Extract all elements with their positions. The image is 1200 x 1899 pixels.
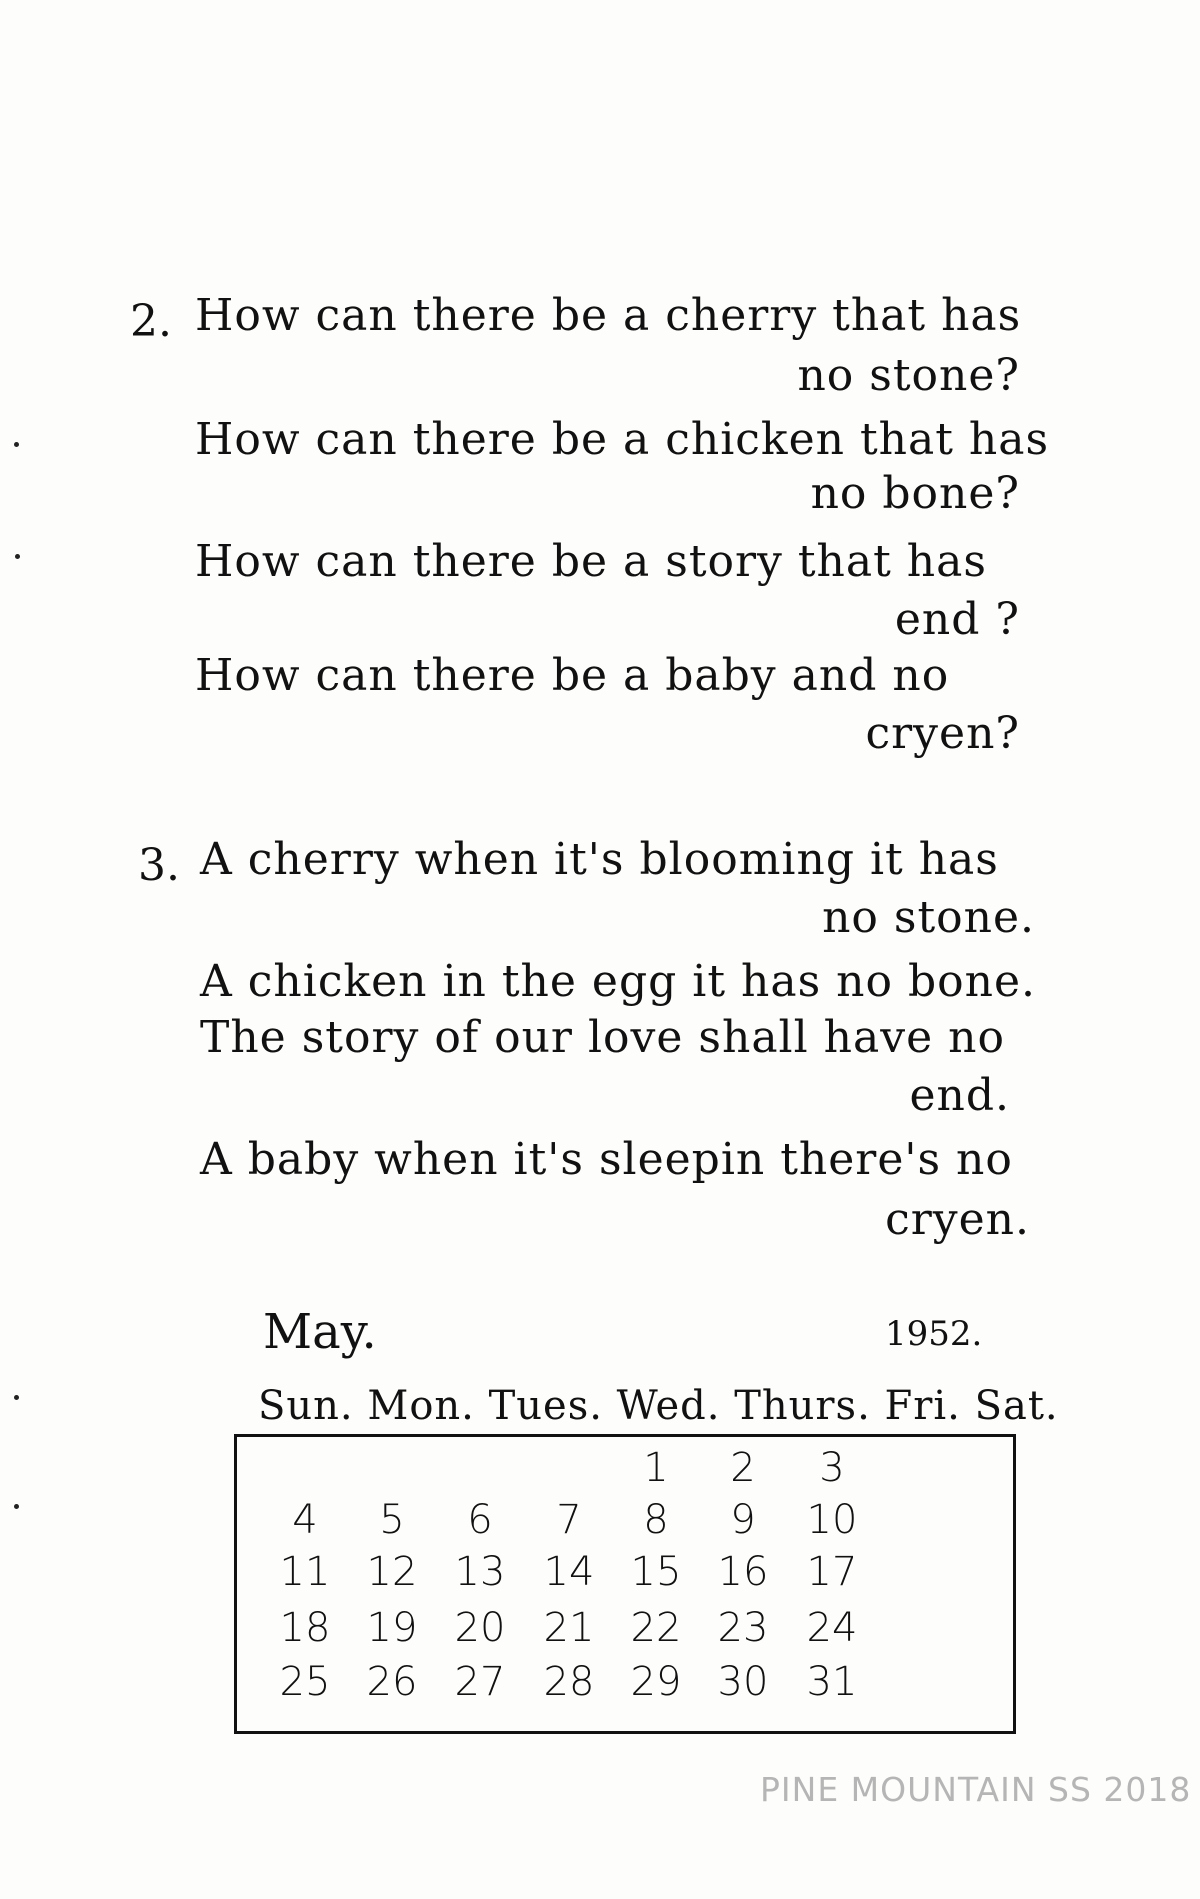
calendar-days-header: Sun. Mon. Tues. Wed. Thurs. Fri. Sat.: [258, 1383, 1059, 1429]
calendar-day: 20: [454, 1605, 506, 1651]
calendar-day: 24: [806, 1605, 858, 1651]
calendar-day: 17: [806, 1549, 858, 1595]
calendar-day: 19: [366, 1605, 418, 1651]
watermark: PINE MOUNTAIN SS 2018: [760, 1770, 1192, 1809]
verse-3-line-5: end.: [909, 1070, 1010, 1121]
calendar-day: 13: [454, 1549, 506, 1595]
margin-mark: [15, 554, 20, 559]
calendar-day: 21: [543, 1605, 595, 1651]
verse-3-line-4: The story of our love shall have no: [200, 1012, 1005, 1063]
verse-2-number: 2.: [130, 296, 172, 347]
calendar-day: 30: [717, 1659, 769, 1705]
margin-mark: [14, 1395, 19, 1400]
calendar-day: 26: [366, 1659, 418, 1705]
calendar-day: 9: [730, 1497, 756, 1543]
calendar-day: 4: [292, 1497, 318, 1543]
calendar-day: 2: [730, 1445, 756, 1491]
verse-3-line-6: A baby when it's sleepin there's no: [200, 1134, 1013, 1185]
calendar-day: 8: [643, 1497, 669, 1543]
verse-2-line-2: no stone?: [797, 350, 1020, 401]
calendar-day: 6: [467, 1497, 493, 1543]
margin-mark: [14, 1504, 19, 1509]
calendar-grid: [234, 1434, 1016, 1734]
calendar-day: 25: [279, 1659, 331, 1705]
calendar-day: 12: [366, 1549, 418, 1595]
calendar-day: 18: [279, 1605, 331, 1651]
verse-3-line-3: A chicken in the egg it has no bone.: [200, 956, 1036, 1007]
calendar-day: 27: [454, 1659, 506, 1705]
verse-2-line-1: How can there be a cherry that has: [195, 290, 1022, 341]
calendar-day: 5: [379, 1497, 405, 1543]
calendar-day: 31: [806, 1659, 858, 1705]
calendar-day: 11: [279, 1549, 331, 1595]
calendar-month: May.: [263, 1304, 377, 1360]
calendar-day: 28: [543, 1659, 595, 1705]
verse-3-line-1: A cherry when it's blooming it has: [200, 834, 999, 885]
calendar-day: 16: [717, 1549, 769, 1595]
calendar-day: 22: [630, 1605, 682, 1651]
calendar-day: 15: [630, 1549, 682, 1595]
calendar-day: 29: [630, 1659, 682, 1705]
verse-2-line-3: How can there be a chicken that has: [195, 414, 1050, 465]
calendar-day: 1: [643, 1445, 669, 1491]
calendar-day: 7: [556, 1497, 582, 1543]
verse-2-line-8: cryen?: [865, 708, 1020, 759]
verse-2-line-5: How can there be a story that has: [195, 536, 987, 587]
verse-2-line-6: end ?: [894, 594, 1020, 645]
margin-mark: [14, 442, 19, 447]
verse-2-line-7: How can there be a baby and no: [195, 650, 950, 701]
verse-3-number: 3.: [138, 840, 180, 891]
verse-3-line-2: no stone.: [822, 892, 1035, 943]
calendar-year: 1952.: [885, 1314, 983, 1354]
verse-3-line-7: cryen.: [885, 1194, 1030, 1245]
calendar-day: 3: [819, 1445, 845, 1491]
calendar-day: 10: [806, 1497, 858, 1543]
verse-2-line-4: no bone?: [810, 468, 1020, 519]
calendar-day: 14: [543, 1549, 595, 1595]
calendar-day: 23: [717, 1605, 769, 1651]
